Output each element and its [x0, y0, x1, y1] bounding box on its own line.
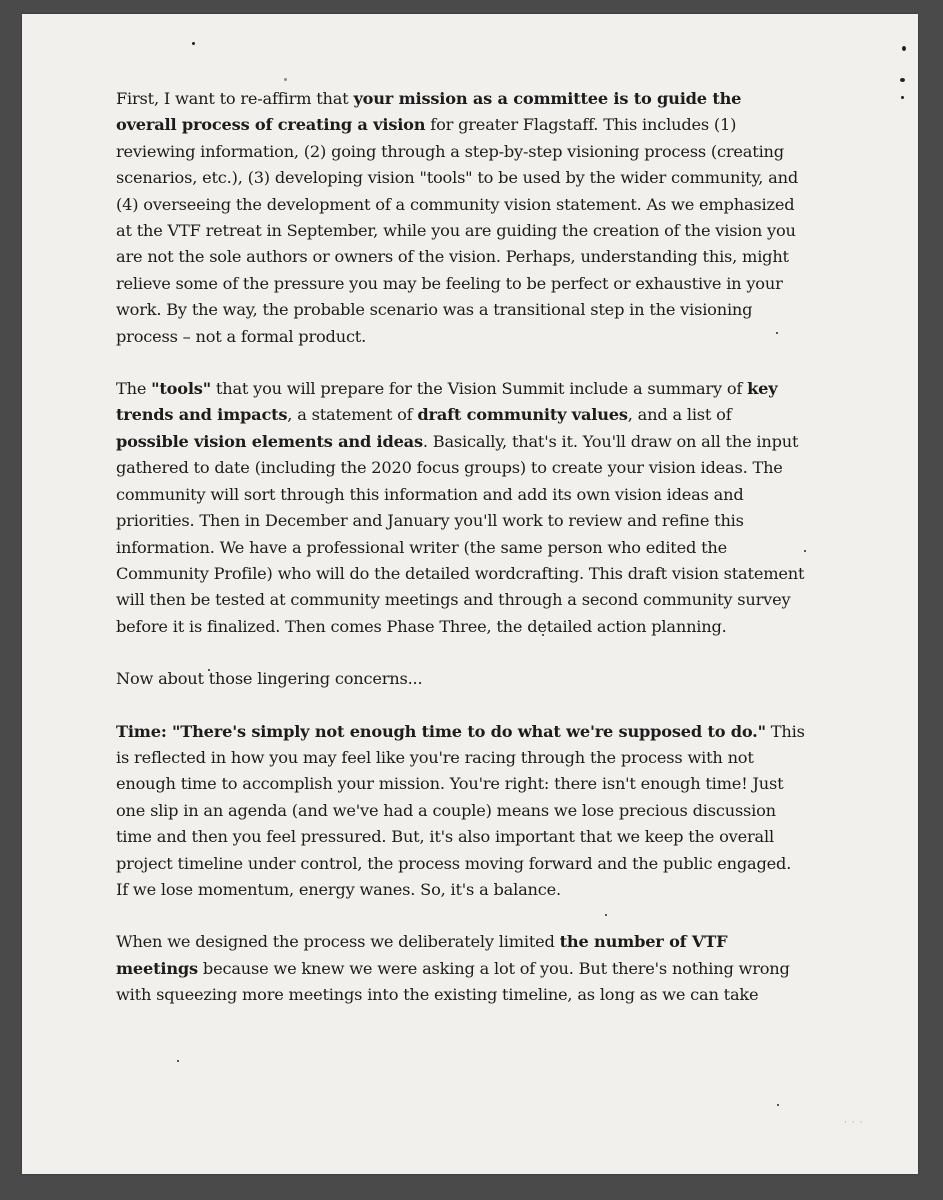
scan-speck [284, 78, 287, 81]
bold-text-run: key trends and impacts [116, 379, 778, 425]
text-run: because we knew we were asking a lot of you. But there's nothing wrong with squeezing more meetings into the existing timeline, as long as we can take [116, 958, 790, 1005]
bold-text-run: possible vision elements and ideas [116, 431, 423, 451]
scan-speck [777, 1104, 779, 1106]
paragraph-5 [116, 929, 806, 1008]
text-run: First, I want to re-affirm that [116, 89, 354, 108]
paragraph-3 [116, 666, 806, 692]
paragraph-1 [116, 86, 806, 350]
text-run: , a statement of [287, 405, 418, 425]
bold-text-run: your mission as a committee is to guide the overall process of creating a vision [116, 89, 742, 135]
text-run: . Basically, that's it. You'll draw on all the input gathered to date (including the 2020 focus groups) to create your vision ideas. The community will sort through this information and add its own vision ideas and priorities. Then in December and January you'll work to review and refine this information. We have a professional writer (the same person who edited the Community Profile) who will do the detailed wordcrafting. This draft vision statement will then be tested at community meetings and through a second community survey before it is finalized. Then comes Phase Three, the detailed action planning. [116, 431, 805, 636]
text-run: This is reflected in how you may feel like you're racing through the process with not enough time to accomplish your mission. You're right: there isn't enough time! Just one slip in an agenda (and we've had a couple) means we lose precious discussion time and then you feel pressured. But, it's also important that we keep the overall project timeline under control, the process moving forward and the public engaged. If we lose momentum, energy wanes. So, it's a balance. [116, 721, 805, 899]
text-run: , and a list of [627, 405, 732, 425]
scan-speck [901, 96, 904, 99]
bold-text-run: draft community values [417, 405, 628, 425]
paragraph-2 [116, 376, 806, 640]
paragraph-4 [116, 719, 806, 904]
text-run: Now about those lingering concerns... [116, 669, 423, 689]
scan-smudge: · · · [844, 1118, 864, 1128]
text-run: that you will prepare for the Vision Summit include a summary of [210, 379, 748, 399]
text-run: for greater Flagstaff. This includes (1) reviewing information, (2) going through a step-by-step visioning process (creating scenarios, etc.), (3) developing vision "tools" to be used by the wider community, and (4) overseeing the development of a community vision statement. As we emphasized at the VTF retreat in September, while you are guiding the creation of the vision you are not the sole authors or owners of the vision. Perhaps, understanding this, might relieve some of the pressure you may be feeling to be perfect or exhaustive in your work. By the way, the probable scenario was a transitional step in the visioning process – not a formal product. [116, 115, 799, 346]
text-run: The [116, 379, 152, 399]
scan-speck [902, 46, 906, 51]
scanned-page [22, 14, 918, 1174]
text-run: When we designed the process we deliberately limited [116, 932, 560, 952]
scan-speck [192, 42, 195, 45]
bold-text-run: the number of VTF meetings [116, 932, 728, 978]
scan-speck [900, 78, 905, 82]
bold-text-run: Time: "There's simply not enough time to do what we're supposed to do." [116, 721, 766, 741]
scan-speck [177, 1060, 179, 1062]
bold-text-run: "tools" [151, 379, 211, 399]
letter-body [116, 86, 806, 1035]
